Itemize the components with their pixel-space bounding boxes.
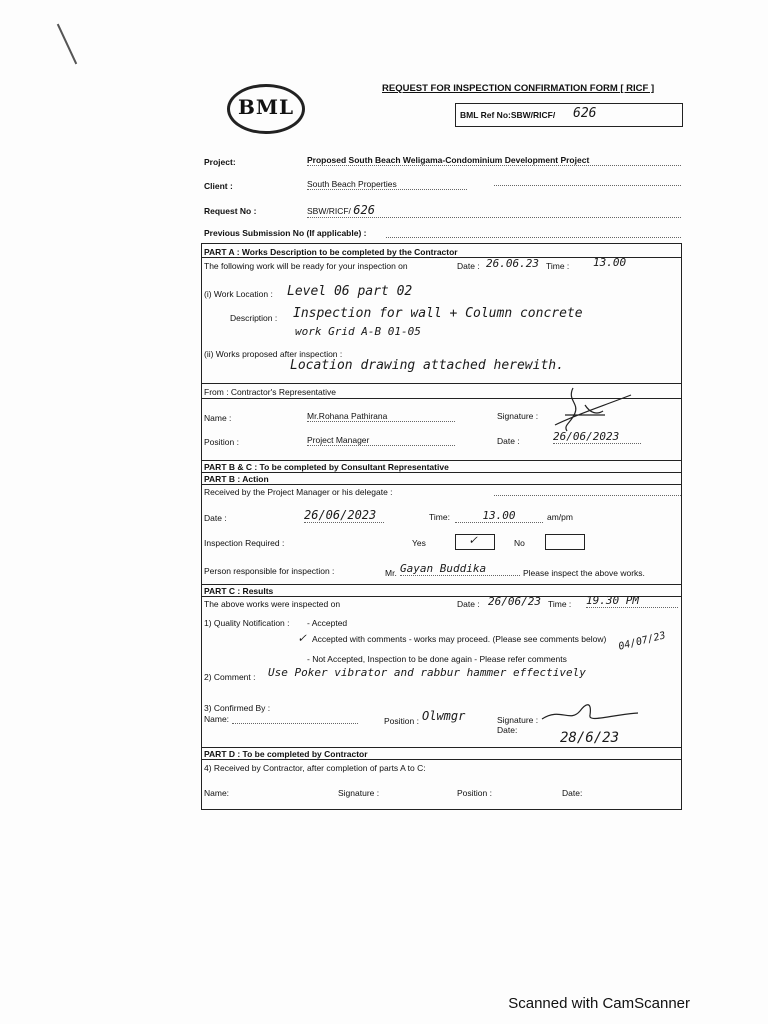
comment-value: Use Poker vibrator and rabbur hammer effectively (268, 666, 586, 679)
part-a-heading: PART A : Works Description to be completed by the Contractor (204, 247, 458, 257)
contractor-position-label: Position : (204, 437, 239, 447)
part-c-time-value: 19.30 PM (586, 594, 678, 608)
proposed-label: (ii) Works proposed after inspection : (204, 349, 343, 359)
confirmed-name-line (232, 722, 358, 724)
ref-value: 626 (573, 106, 597, 121)
part-c-time-label: Time : (548, 599, 572, 609)
part-d-received-text: 4) Received by Contractor, after completion of parts A to C: (204, 763, 426, 773)
comment-label: 2) Comment : (204, 672, 256, 682)
divider (201, 460, 682, 461)
bml-logo (227, 84, 305, 134)
project-value: Proposed South Beach Weligama-Condominium Development Project (307, 155, 681, 166)
request-prefix: SBW/RICF/ (307, 206, 351, 216)
yes-check-mark: ✓ (469, 533, 477, 548)
part-b-heading: PART B : Action (204, 474, 269, 484)
ready-text: The following work will be ready for your inspection on (204, 261, 408, 271)
request-value: 626 (353, 203, 375, 217)
confirmed-date-value: 28/6/23 (560, 730, 620, 746)
part-a-time-value: 13.00 (593, 256, 627, 269)
person-responsible-value: Gayan Buddika (400, 562, 520, 576)
divider (201, 584, 682, 585)
contractor-position-value: Project Manager (307, 435, 455, 446)
please-inspect-text: Please inspect the above works. (523, 568, 645, 578)
form-title: REQUEST FOR INSPECTION CONFIRMATION FORM [ RICF ] (382, 83, 655, 94)
work-location-label: (i) Work Location : (204, 289, 273, 299)
confirmed-position-label: Position : (384, 716, 419, 726)
consultant-signature (540, 697, 640, 727)
divider (201, 747, 682, 748)
part-c-heading: PART C : Results (204, 586, 274, 596)
option-accepted-with-comments: Accepted with comments - works may proceed. (Please see comments below) (312, 634, 607, 644)
description-line2: work Grid A-B 01-05 (295, 325, 421, 338)
inspected-text: The above works were inspected on (204, 599, 341, 609)
part-b-time-value: 13.00 (455, 509, 543, 523)
request-label: Request No : (204, 206, 257, 216)
ampm-label: am/pm (547, 512, 573, 522)
contractor-signature-label: Signature : (497, 411, 539, 421)
no-checkbox[interactable] (545, 534, 585, 550)
confirmed-date-label: Date: (497, 725, 518, 735)
contractor-signature (545, 385, 637, 435)
frame-bottom (201, 809, 682, 810)
proposed-value: Location drawing attached herewith. (290, 358, 564, 373)
client-value: South Beach Properties (307, 179, 467, 190)
part-d-heading: PART D : To be completed by Contractor (204, 749, 368, 759)
part-b-time-label: Time: (429, 512, 450, 522)
person-responsible-label: Person responsible for inspection : (204, 566, 335, 576)
request-field (307, 203, 681, 218)
person-prefix: Mr. (385, 568, 397, 578)
frame-left (201, 243, 202, 809)
divider (201, 383, 682, 384)
quality-notification-label: 1) Quality Notification : (204, 618, 290, 628)
logo-text: BML (237, 95, 295, 119)
yes-checkbox[interactable] (455, 534, 495, 550)
option-accepted: - Accepted (307, 618, 348, 628)
part-c-date-value: 26/06/23 (488, 595, 541, 608)
confirmed-position-value: Olwmgr (422, 709, 466, 723)
frame-right (681, 243, 682, 809)
confirmed-signature-label: Signature : (497, 715, 539, 725)
divider (201, 472, 682, 473)
ref-label: BML Ref No:SBW/RICF/ (460, 110, 556, 120)
description-label: Description : (230, 313, 278, 323)
received-text: Received by the Project Manager or his delegate : (204, 487, 393, 497)
ref-box (455, 103, 683, 127)
part-a-date-value: 26.06.23 (486, 257, 539, 270)
frame-top (201, 243, 682, 244)
description-line1: Inspection for wall + Column concrete (293, 306, 583, 321)
side-note-date: 04/07/23 (617, 630, 667, 653)
prev-submission-line (386, 236, 681, 238)
prev-submission-label: Previous Submission No (If applicable) : (204, 228, 367, 238)
camscanner-watermark: Scanned with CamScanner (508, 995, 690, 1012)
divider (201, 759, 682, 760)
part-b-date-value: 26/06/2023 (304, 508, 384, 523)
yes-label: Yes (412, 538, 426, 548)
part-a-date-label: Date : (457, 261, 480, 271)
confirmed-by-label: 3) Confirmed By : (204, 703, 271, 713)
no-label: No (514, 538, 525, 548)
from-label: From : Contractor's Representative (204, 387, 337, 397)
part-bc-heading: PART B & C : To be completed by Consultant Representative (204, 462, 449, 472)
contractor-date-label: Date : (497, 436, 520, 446)
part-c-date-label: Date : (457, 599, 480, 609)
part-a-time-label: Time : (546, 261, 570, 271)
accepted-with-comments-tick: ✓ (298, 631, 306, 646)
part-d-position-label: Position : (457, 788, 492, 798)
project-label: Project: (204, 157, 236, 167)
client-extra-line (494, 184, 681, 186)
contractor-name-value: Mr.Rohana Pathirana (307, 411, 455, 422)
confirmed-name-label: Name: (204, 714, 230, 724)
option-not-accepted: - Not Accepted, Inspection to be done again - Please refer comments (307, 654, 567, 664)
part-d-name-label: Name: (204, 788, 230, 798)
divider (201, 484, 682, 485)
work-location-value: Level 06 part 02 (287, 284, 413, 299)
inspection-required-label: Inspection Required : (204, 538, 285, 548)
part-b-date-label: Date : (204, 513, 227, 523)
contractor-date-value: 26/06/2023 (553, 430, 641, 444)
part-d-date-label: Date: (562, 788, 583, 798)
part-d-signature-label: Signature : (338, 788, 380, 798)
client-label: Client : (204, 181, 233, 191)
contractor-name-label: Name : (204, 413, 232, 423)
received-line (494, 494, 681, 496)
